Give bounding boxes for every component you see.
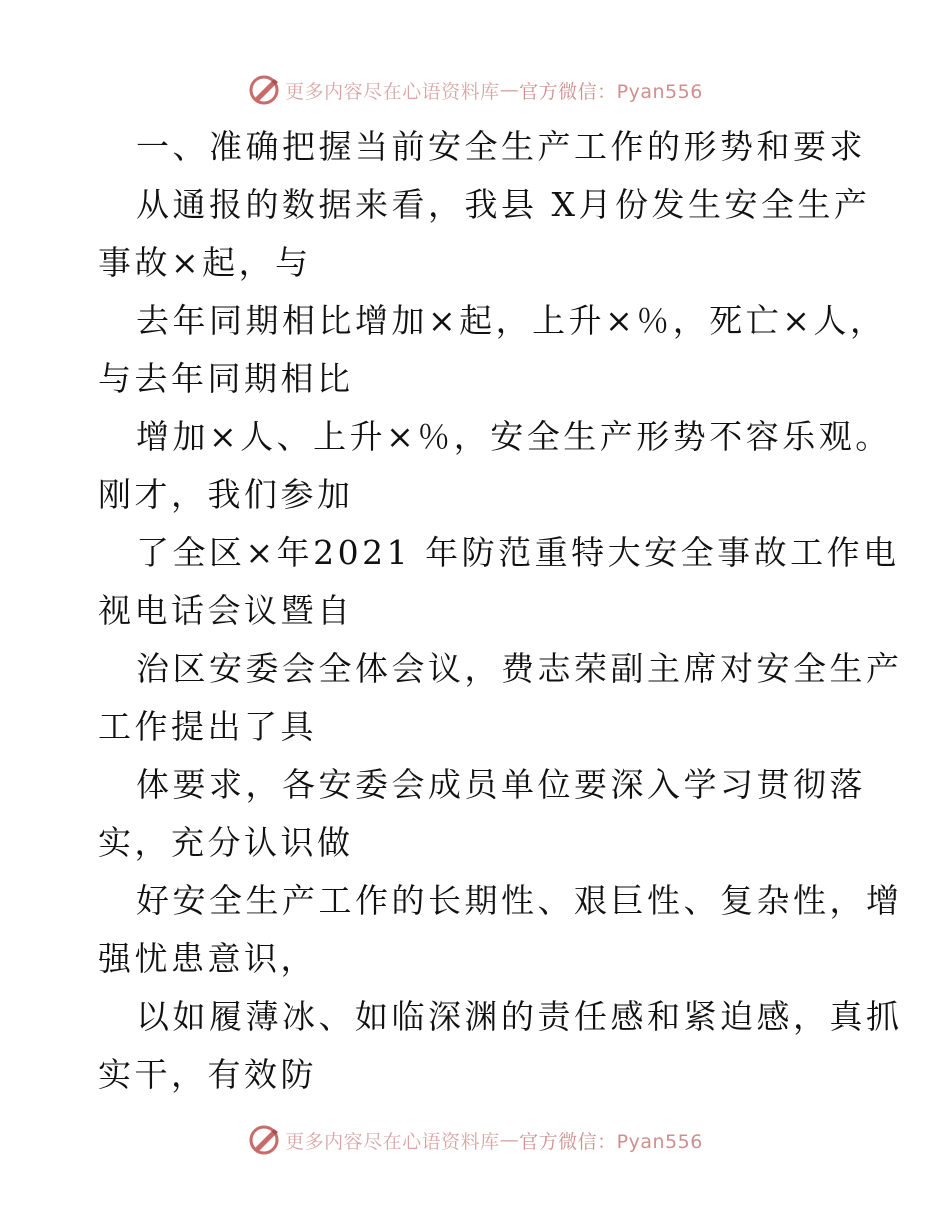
paragraph-line: 与去年同期相比 bbox=[98, 359, 354, 398]
header-watermark bbox=[0, 72, 950, 108]
paragraph-line: 视电话会议暨自 bbox=[98, 591, 354, 630]
footer-watermark bbox=[0, 1122, 950, 1158]
paragraph-line: 强忧患意识， bbox=[98, 939, 317, 978]
watermark-separator: — bbox=[499, 1129, 520, 1151]
paragraph-line: 实，充分认识做 bbox=[98, 823, 354, 862]
paragraph-line: 从通报的数据来看，我县 X月份发生安全生产 bbox=[136, 185, 871, 224]
paragraph-line: 好安全生产工作的长期性、艰巨性、复杂性，增 bbox=[136, 881, 903, 920]
paragraph-line: 工作提出了具 bbox=[98, 707, 317, 746]
pen-seal-icon bbox=[247, 1123, 281, 1157]
paragraph-line: 刚才，我们参加 bbox=[98, 475, 354, 514]
pen-seal-icon bbox=[247, 73, 281, 107]
watermark-separator: — bbox=[499, 79, 520, 101]
paragraph-line: 去年同期相比增加×起，上升×％，死亡×人， bbox=[136, 301, 887, 340]
watermark-text: 更多内容尽在心语资料库 bbox=[285, 80, 500, 103]
watermark-contact: 官方微信：Pyan556 bbox=[519, 80, 703, 103]
paragraph-line: 治区安委会全体会议，费志荣副主席对安全生产 bbox=[136, 649, 903, 688]
watermark-text: 更多内容尽在心语资料库 bbox=[285, 1130, 500, 1153]
paragraph-line: 事故×起，与 bbox=[98, 243, 312, 282]
paragraph-line: 增加×人、上升×％，安全生产形势不容乐观。 bbox=[136, 417, 892, 456]
watermark-contact: 官方微信：Pyan556 bbox=[519, 1130, 703, 1153]
paragraph-line: 了全区×年2021 年防范重特大安全事故工作电 bbox=[136, 533, 900, 572]
paragraph-line: 以如履薄冰、如临深渊的责任感和紧迫感，真抓 bbox=[136, 997, 903, 1036]
section-heading: 一、准确把握当前安全生产工作的形势和要求 bbox=[136, 127, 866, 166]
paragraph-line: 实干，有效防 bbox=[98, 1055, 317, 1094]
paragraph-line: 体要求，各安委会成员单位要深入学习贯彻落 bbox=[136, 765, 866, 804]
